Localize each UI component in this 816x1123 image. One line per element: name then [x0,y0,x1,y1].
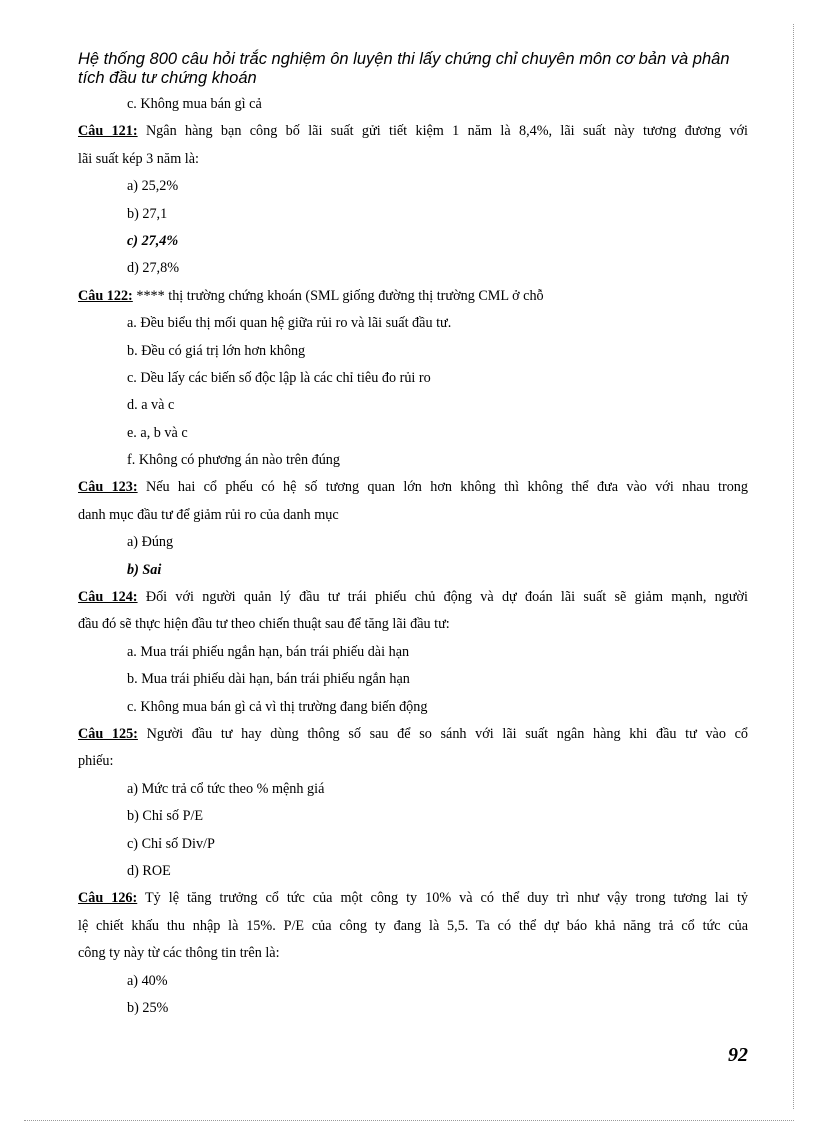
option-e: e. a, b và c [127,424,188,441]
option-c-correct: c) 27,4% [127,232,179,249]
question-label: Câu 125: [78,725,138,742]
option-b: b) Chỉ số P/E [127,808,204,825]
question-text-continuation: công ty này từ các thông tin trên là: [78,945,280,962]
question-122 [78,283,748,310]
question-text-continuation: phiếu: [78,753,114,770]
question-text: Tỷ lệ tăng trưởng cổ tức của một công ty 10% và có thể duy trì như vậy trong tương lai tỷ [137,890,748,907]
option-a: a. Mua trái phiếu ngắn hạn, bán trái phiếu dài hạn [127,643,410,660]
option-a: a) 25,2% [127,178,179,195]
option-a: a) 40% [127,972,168,989]
option-c: c) Chỉ số Div/P [127,835,215,852]
question-text: Ngân hàng bạn công bố lãi suất gửi tiết kiệm 1 năm là 8,4%, lãi suất này tương đương với [137,123,748,140]
question-text: Người đầu tư hay dùng thông số sau để so sánh với lãi suất ngân hàng khi đầu tư vào cổ [137,725,748,742]
question-text-continuation: lệ chiết khấu thu nhập là 15%. P/E của công ty đang là 5,5. Ta có thể dự báo khả năng trả cổ tức của [78,917,748,934]
question-label: Câu 124: [78,589,138,606]
running-header: Hệ thống 800 câu hỏi trắc nghiệm ôn luyện thi lấy chứng chỉ chuyên môn cơ bản và phân tích đầu tư chứng khoán [78,50,730,87]
page-border-bottom [24,1120,794,1121]
question-123 [78,474,748,501]
option-a: a. Đều biểu thị mối quan hệ giữa rủi ro và lãi suất đầu tư. [127,315,452,332]
option-c: c. Dều lấy các biến số độc lập là các chỉ tiêu đo rủi ro [127,369,431,386]
question-label: Câu 121: [78,123,138,140]
option-b: b. Đều có giá trị lớn hơn không [127,342,306,359]
question-text: Nếu hai cổ phếu có hệ số tương quan lớn hơn không thì không thể đưa vào với nhau trong [137,479,748,496]
option-d: d) ROE [127,862,171,879]
option-c: c. Không mua bán gì cả vì thị trường đang biến động [127,698,428,715]
option-b: b) 27,1 [127,205,168,222]
carryover-option: c. Không mua bán gì cả [127,96,262,112]
question-text-continuation: đầu đó sẽ thực hiện đầu tư theo chiến thuật sau để tăng lãi đầu tư: [78,616,450,633]
question-text: Đối với người quản lý đầu tư trái phiếu chủ động và dự đoán lãi suất sẽ giảm mạnh, người [137,589,748,606]
question-text-continuation: lãi suất kép 3 năm là: [78,150,199,167]
option-b: b. Mua trái phiếu dài hạn, bán trái phiếu ngắn hạn [127,671,410,688]
option-b: b) 25% [127,999,169,1016]
question-124 [78,584,748,611]
option-a: a) Đúng [127,534,174,551]
option-b-correct: b) Sai [127,561,162,578]
option-d: d. a và c [127,397,175,414]
page-border-right [793,24,794,1109]
page-number: 92 [728,1044,748,1066]
question-label: Câu 126: [78,890,138,907]
question-text: **** thị trường chứng khoán (SML giống đường thị trường CML ở chỗ [132,287,544,304]
question-label: Câu 122: [78,287,133,304]
option-a: a) Mức trả cổ tức theo % mệnh giá [127,780,325,797]
question-121 [78,118,748,145]
option-f: f. Không có phương án nào trên đúng [127,452,340,469]
question-list [78,91,748,1022]
question-text-continuation: danh mục đầu tư để giảm rủi ro của danh mục [78,506,339,523]
question-125 [78,721,748,748]
question-126 [78,885,748,912]
question-label: Câu 123: [78,479,138,496]
option-d: d) 27,8% [127,260,180,277]
